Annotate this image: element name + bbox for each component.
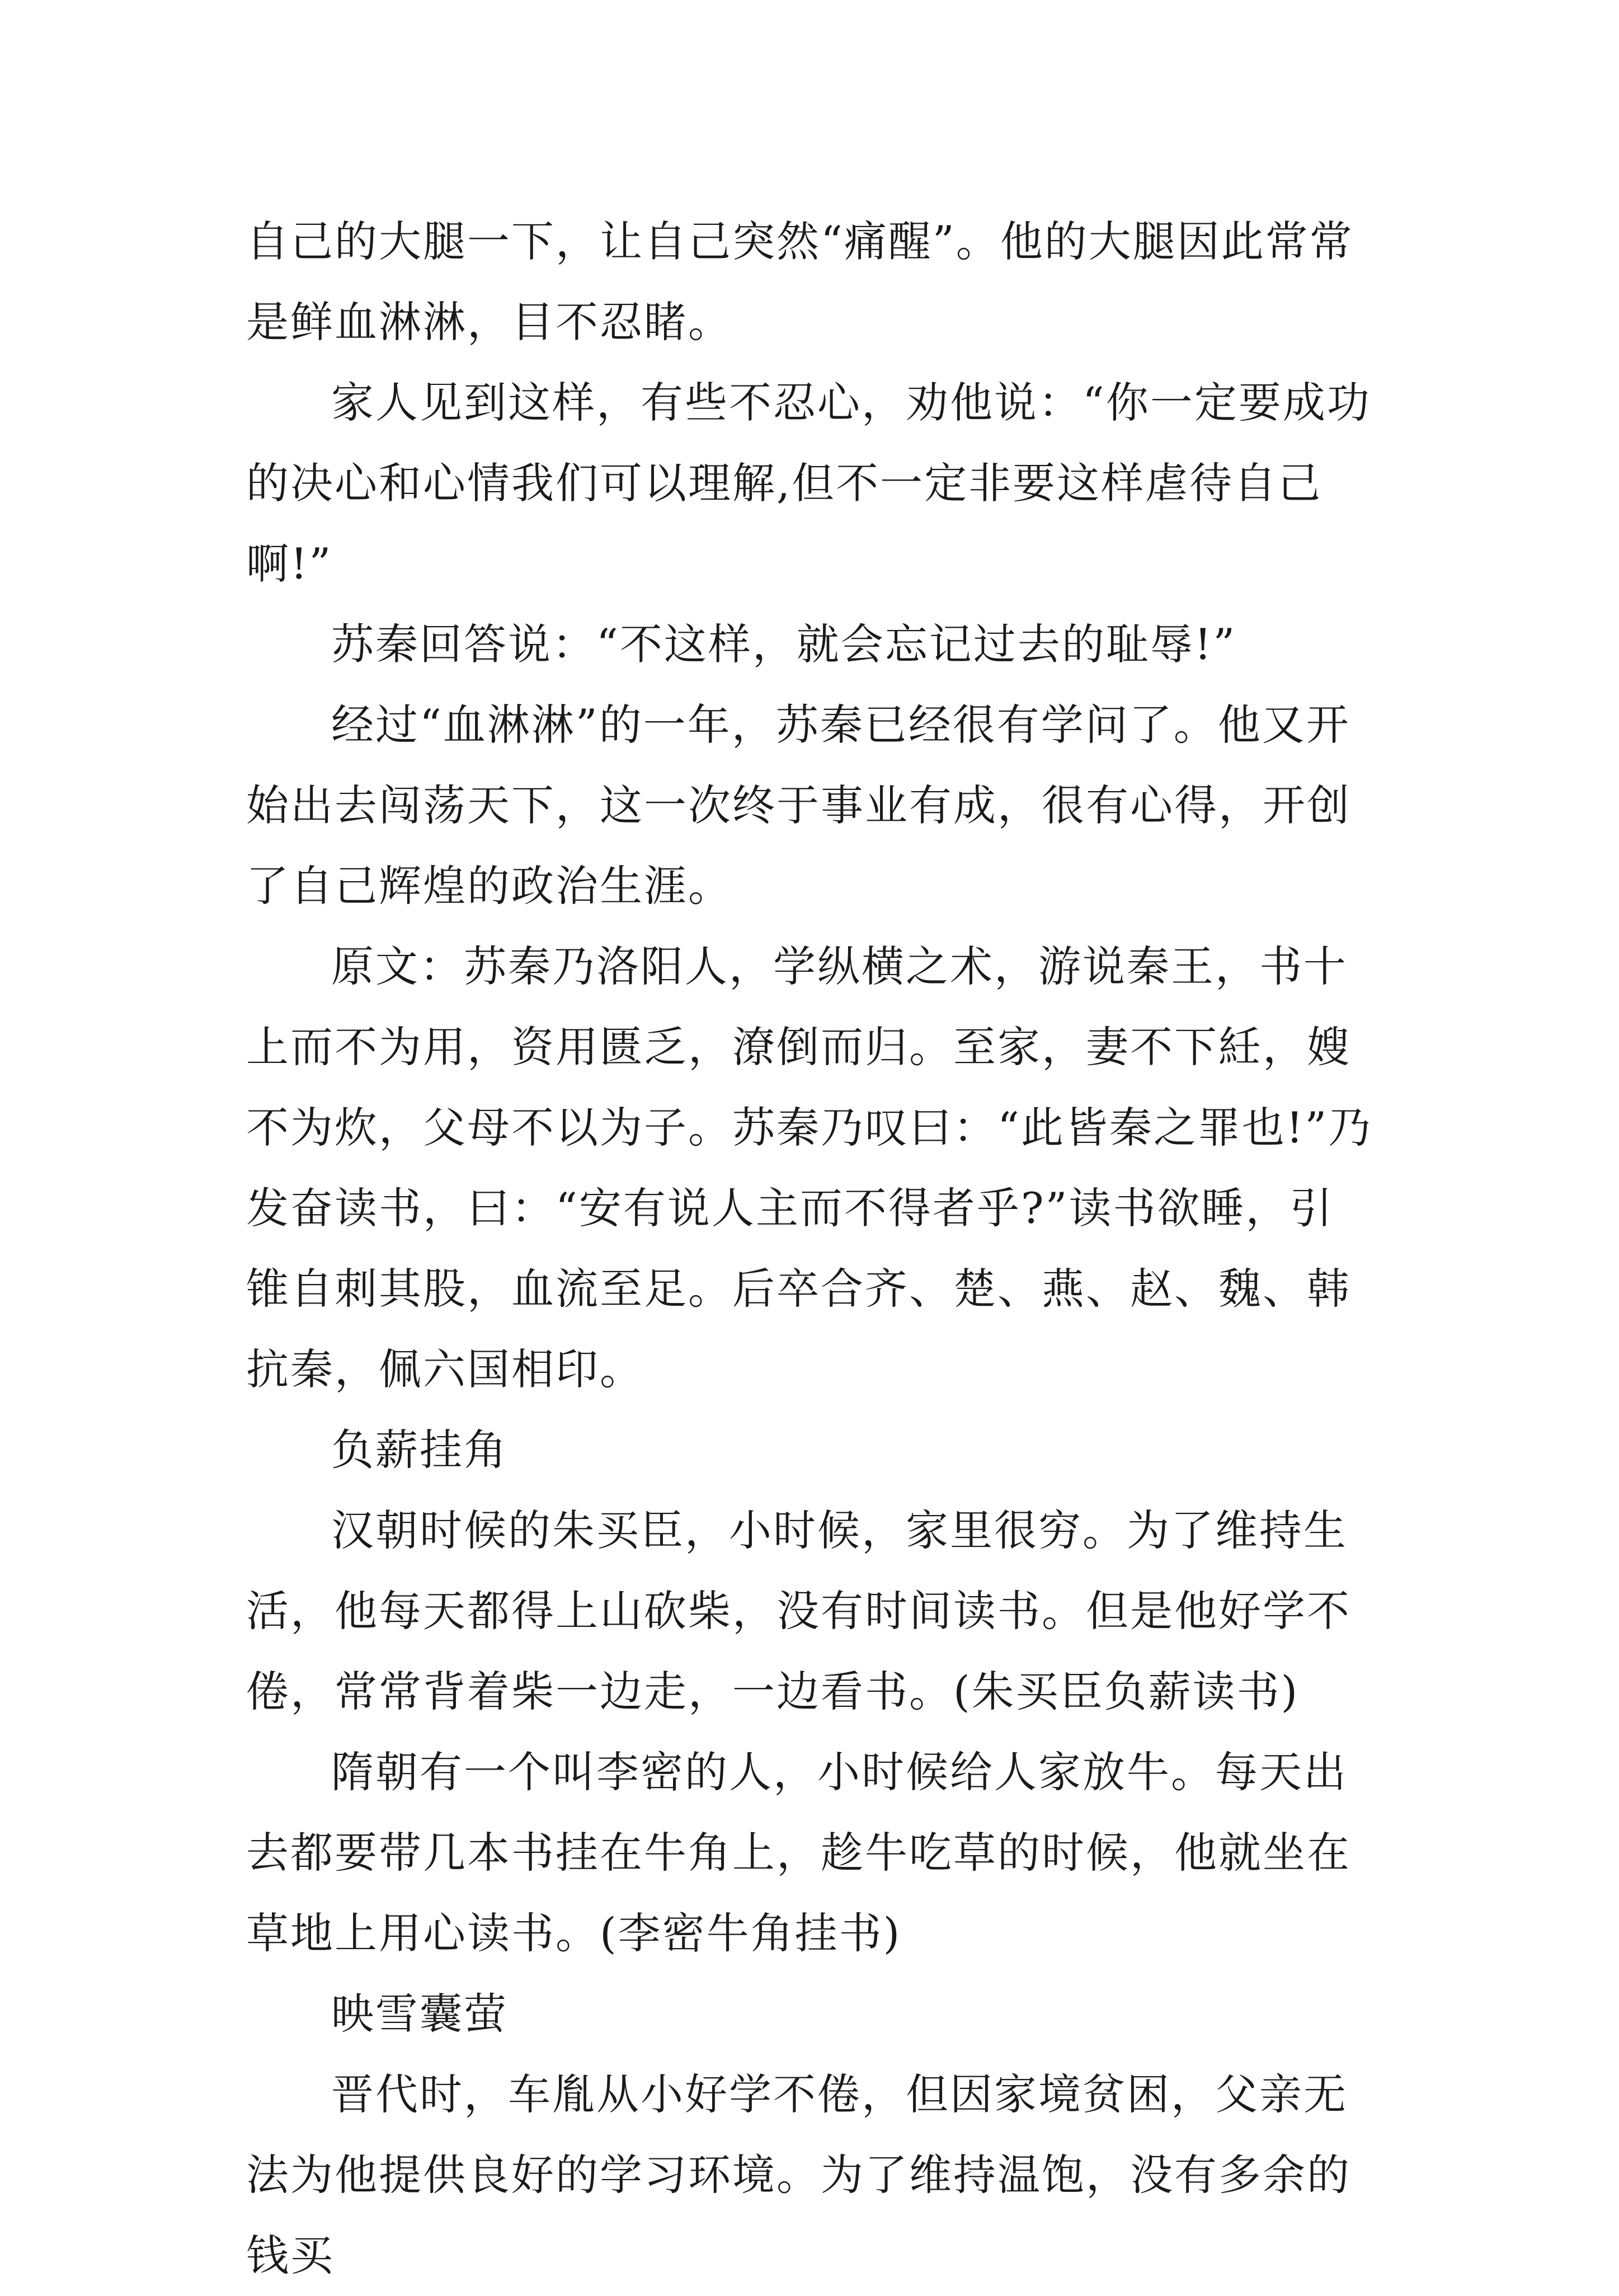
paragraph-3: 苏秦回答说：“不这样，就会忘记过去的耻辱!”: [331, 619, 1237, 669]
paragraph-che-yin: 晋代时，车胤从小好学不倦，但因家境贫困，父亲无法为他提供良好的学习环境。为了维持温饱，没有多余的钱买: [246, 2069, 1351, 2280]
section-heading-fuxin-guajiao: 负薪挂角: [331, 1425, 508, 1475]
section-heading-yingxue-nangying: 映雪囊萤: [331, 1989, 508, 2039]
paragraph-2: 家人见到这样，有些不忍心，劝他说：“你一定要成功的决心和心情我们可以理解,但不一定非要这样虐待自己啊!”: [246, 378, 1371, 589]
paragraph-li-mi: 隋朝有一个叫李密的人，小时候给人家放牛。每天出去都要带几本书挂在牛角上，趁牛吃草的时候，他就坐在草地上用心读书。(李密牛角挂书): [246, 1747, 1351, 1958]
paragraph-zhu-maichen: 汉朝时候的朱买臣，小时候，家里很穷。为了维持生活，他每天都得上山砍柴，没有时间读书。但是他好学不倦，常常背着柴一边走，一边看书。(朱买臣负薪读书): [246, 1505, 1351, 1716]
paragraph-1: 自己的大腿一下，让自己突然“痛醒”。他的大腿因此常常是鲜血淋淋，目不忍睹。: [246, 217, 1354, 347]
paragraph-4: 经过“血淋淋”的一年，苏秦已经很有学问了。他又开始出去闯荡天下，这一次终于事业有成，很有心得，开创了自己辉煌的政治生涯。: [246, 700, 1351, 911]
body-text: [246, 201, 1376, 2296]
paragraph-original-text: 原文：苏秦乃洛阳人，学纵横之术，游说秦王，书十上而不为用，资用匮乏，潦倒而归。至家，妻不下紝，嫂不为炊，父母不以为子。苏秦乃叹曰：“此皆秦之罪也!”乃发奋读书，曰：“安有说人主而不得者乎?”读书欲睡，引锥自刺其股，血流至足。后卒合齐、楚、燕、赵、魏、韩抗秦，佩六国相印。: [246, 942, 1373, 1394]
